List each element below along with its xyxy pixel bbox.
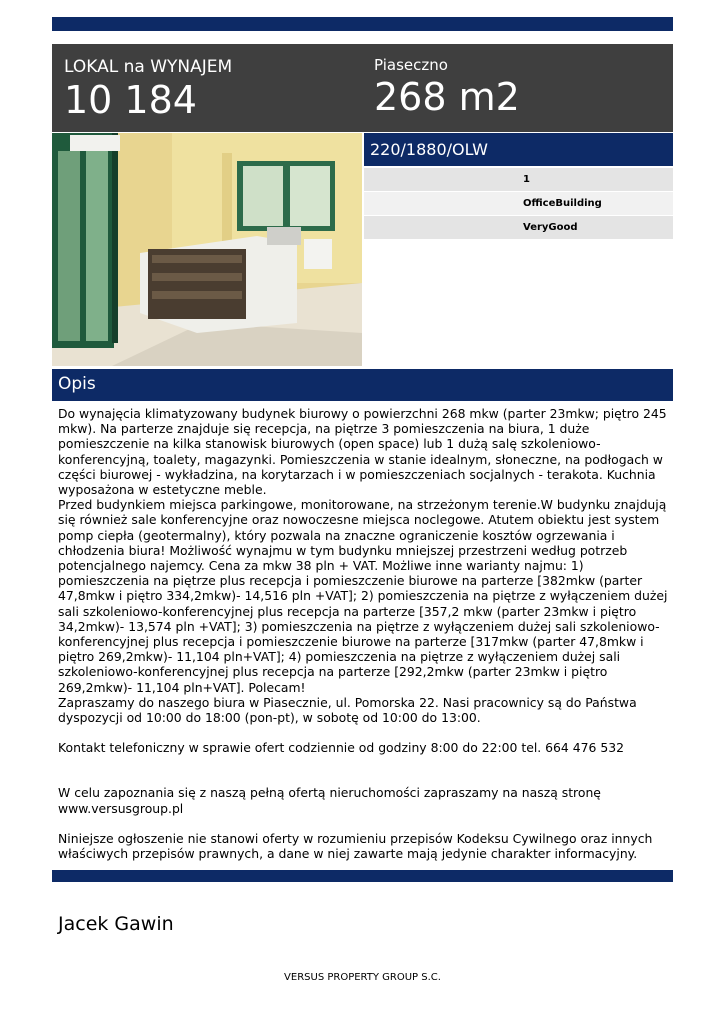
listing-number: 10 184	[64, 78, 197, 122]
description-paragraph: Do wynajęcia klimatyzowany budynek biurowy o powierzchni 268 mkw (parter 23mkw; piętro 245 mkw). Na parterze znajduje się recepcja, na piętrze 3 pomieszczenia na biura, 1 duże pomieszczenie na kilka stanowisk biurowych (open space) lub 1 dużą salę szkoleniowo-konferencyjną, toalety, magazynki. Pomieszczenia w stanie idealnym, słoneczne, na podłogach w części biurowej - wykładzina, na korytarzach i w pomieszczeniach socjalnych - terakota. Kuchnia wyposażona w estetyczne meble.	[58, 406, 667, 498]
section-title-description: Opis	[52, 369, 673, 401]
header-left	[64, 56, 232, 122]
listing-city: Piaseczno	[374, 56, 448, 74]
listing-area: 268 m2	[374, 75, 520, 119]
property-row-building-type	[364, 192, 673, 215]
property-value-floor: 1	[523, 174, 530, 185]
header-right	[374, 55, 520, 119]
description-paragraph: Niniejsze ogłoszenie nie stanowi oferty w rozumieniu przepisów Kodeksu Cywilnego oraz innych właściwych przepisów prawnych, a dane w niej zawarte mają jedynie charakter informacyjny.	[58, 830, 653, 862]
reference-number: 220/1880/OLW	[364, 133, 673, 166]
listing-type: LOKAL na WYNAJEM	[64, 57, 233, 77]
property-photo	[52, 133, 362, 366]
top-accent-bar	[52, 17, 673, 31]
description-paragraph: Przed budynkiem miejsca parkingowe, monitorowane, na strzeżonym terenie.W budynku znajdują się również sale konferencyjne oraz nowoczesne miejsca noclegowe. Atutem obiektu jest system pomp ciepła (geotermalny), który pozwala na znaczne ograniczenie kosztów ogrzewania i chłodzenia biura! Możliwość wynajmu w tym budynku mniejszej przestrzeni według potrzeb potencjalnego najemcy. Cena za mkw 38 pln + VAT. Możliwe inne warianty najmu: 1) pomieszczenia na piętrze plus recepcja i pomieszczenie biurowe na parterze [382mkw (parter 47,8mkw i piętro 334,2mkw)- 14,516 pln +VAT]; 2) pomieszczenia na piętrze z wyłączeniem dużej sali szkoleniowo-konferencyjnej plus recepcja na parterze [357,2 mkw (parter 23mkw i piętro 34,2mkw)- 13,574 pln +VAT]; 3) pomieszczenia na piętrze z wyłączeniem dużej sali szkoleniowo-konferencyjnej plus recepcja i pomieszczenie biurowe na parterze [317mkw (parter 47,8mkw i piętro 269,2mkw)- 11,104 pln+VAT]; 4) pomieszczenia na piętrze z wyłączeniem dużej sali szkoleniowo-konferencyjnej plus recepcja na parterze [292,2mkw (parter 23mkw i piętro 269,2mkw)- 11,104 pln+VAT]. Polecam!	[58, 497, 668, 695]
description-text	[58, 406, 670, 861]
property-value-condition: VeryGood	[523, 222, 578, 233]
property-row-floor	[364, 168, 673, 191]
property-value-building-type: OfficeBuilding	[523, 198, 602, 209]
description-paragraph: W celu zapoznania się z naszą pełną ofertą nieruchomości zapraszamy na naszą stronę www.versusgroup.pl	[58, 785, 601, 816]
agent-name: Jacek Gawin	[58, 913, 174, 935]
description-paragraph: Zapraszamy do naszego biura w Piasecznie, ul. Pomorska 22. Nasi pracownicy są do Państwa dyspozycji od 10:00 do 18:00 (pon-pt), w sobotę od 10:00 do 13:00.	[58, 694, 637, 726]
bottom-accent-bar	[52, 870, 673, 882]
description-paragraph: Kontakt telefoniczny w sprawie ofert codziennie od godziny 8:00 do 22:00 tel. 664 476 532	[58, 740, 624, 756]
property-row-condition	[364, 216, 673, 239]
listing-header	[52, 44, 673, 132]
company-name: VERSUS PROPERTY GROUP S.C.	[284, 972, 441, 983]
